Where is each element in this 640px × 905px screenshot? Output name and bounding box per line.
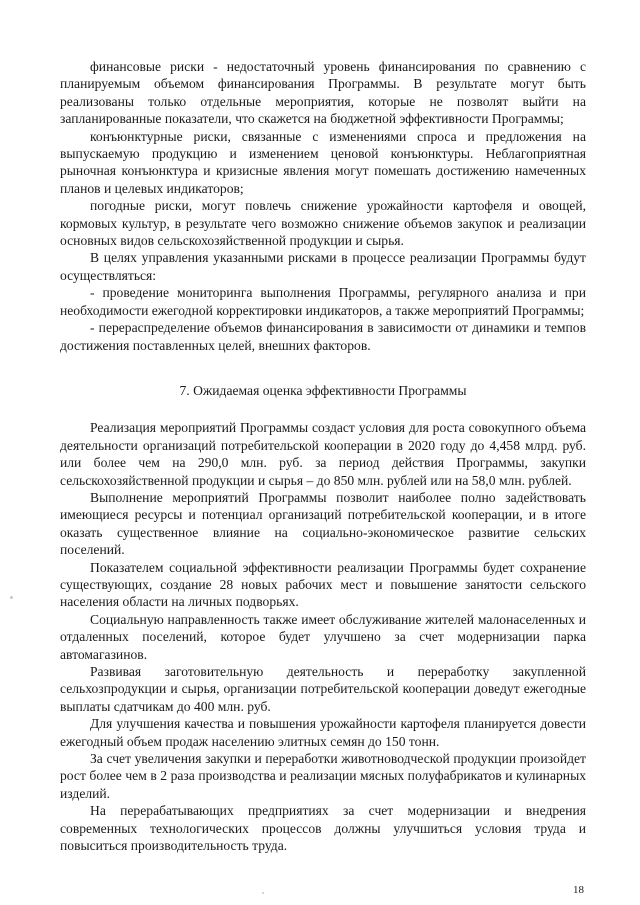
paragraph-risk-management: В целях управления указанными рисками в процессе реализации Программы будут осуществляться:: [60, 250, 586, 283]
document-page: [60, 58, 586, 854]
paragraph-implementation: Реализация мероприятий Программы создаст условия для роста совокупного объема деятельности организаций потребительской кооперации в 2020 году до 4,458 млрд. руб. или более чем на 290,0 млн. руб. за период действия Программы, закупки сельскохозяйственной продукции и сырья – до 850 млн. рублей или на 58,0 млн. рублей.: [60, 420, 586, 488]
paragraph-potato-seeds: Для улучшения качества и повышения урожайности картофеля планируется довести ежегодный объем продаж населению элитных семян до 150 тонн.: [60, 716, 586, 749]
paragraph-social-indicator: Показателем социальной эффективности реализации Программы будет сохранение существующих, создание 28 новых рабочих мест и повышение занятости сельского населения области на личных подворьях.: [60, 559, 586, 610]
section-heading: 7. Ожидаемая оценка эффективности Программы: [179, 382, 467, 398]
paragraph-modernization: На перерабатывающих предприятиях за счет модернизации и внедрения современных технологических процессов должны улучшиться условия труда и повыситься производительность труда.: [60, 803, 586, 854]
paragraph-financial-risks: финансовые риски - недостаточный уровень финансирования по сравнению с планируемым объемом финансирования Программы. В результате могут быть реализованы только отдельные мероприятия, которые не позволят выйти на запланированные показатели, что скажется на бюджетной эффективности Программы;: [60, 59, 586, 127]
paragraph-monitoring: - проведение мониторинга выполнения Программы, регулярного анализа и при необходимости ежегодной корректировки индикаторов, а также мероприятий Программы;: [60, 285, 586, 318]
paragraph-livestock: За счет увеличения закупки и переработки животноводческой продукции произойдет рост более чем в 2 раза производства и реализации мясных полуфабрикатов и кулинарных изделий.: [60, 751, 586, 801]
paragraph-market-risks: конъюнктурные риски, связанные с изменениями спроса и предложения на выпускаемую продукцию и изменением ценовой конъюнктуры. Неблагоприятная рыночная конъюнктура и кризисные явления могут помешать достижению намеченных планов и целевых индикаторов;: [60, 128, 586, 196]
paragraph-social-direction: Социальную направленность также имеет обслуживание жителей малонаселенных и отдаленных поселений, которое будет улучшено за счет модернизации парка автомагазинов.: [60, 611, 586, 662]
page-number: 18: [573, 884, 584, 896]
scan-speck: [262, 892, 264, 894]
paragraph-procurement: Развивая заготовительную деятельность и переработку закупленной сельхозпродукции и сырья, организации потребительской кооперации доведут ежегодные выплаты сдатчикам до 400 млн. руб.: [60, 664, 586, 714]
paragraph-weather-risks: погодные риски, могут повлечь снижение урожайности картофеля и овощей, кормовых культур, в результате чего возможно снижение объемов закупок и реализации основных видов сельскохозяйственной продукции и сырья.: [60, 198, 586, 249]
scan-speck: [10, 596, 13, 599]
paragraph-resources: Выполнение мероприятий Программы позволит наиболее полно задействовать имеющиеся ресурсы и потенциал организаций потребительской кооперации, и в итоге оказать существенное влияние на социально-экономическое развитие сельских поселений.: [60, 489, 586, 558]
paragraph-redistribution: - перераспределение объемов финансирования в зависимости от динамики и темпов достижения поставленных целей, внешних факторов.: [60, 320, 586, 353]
